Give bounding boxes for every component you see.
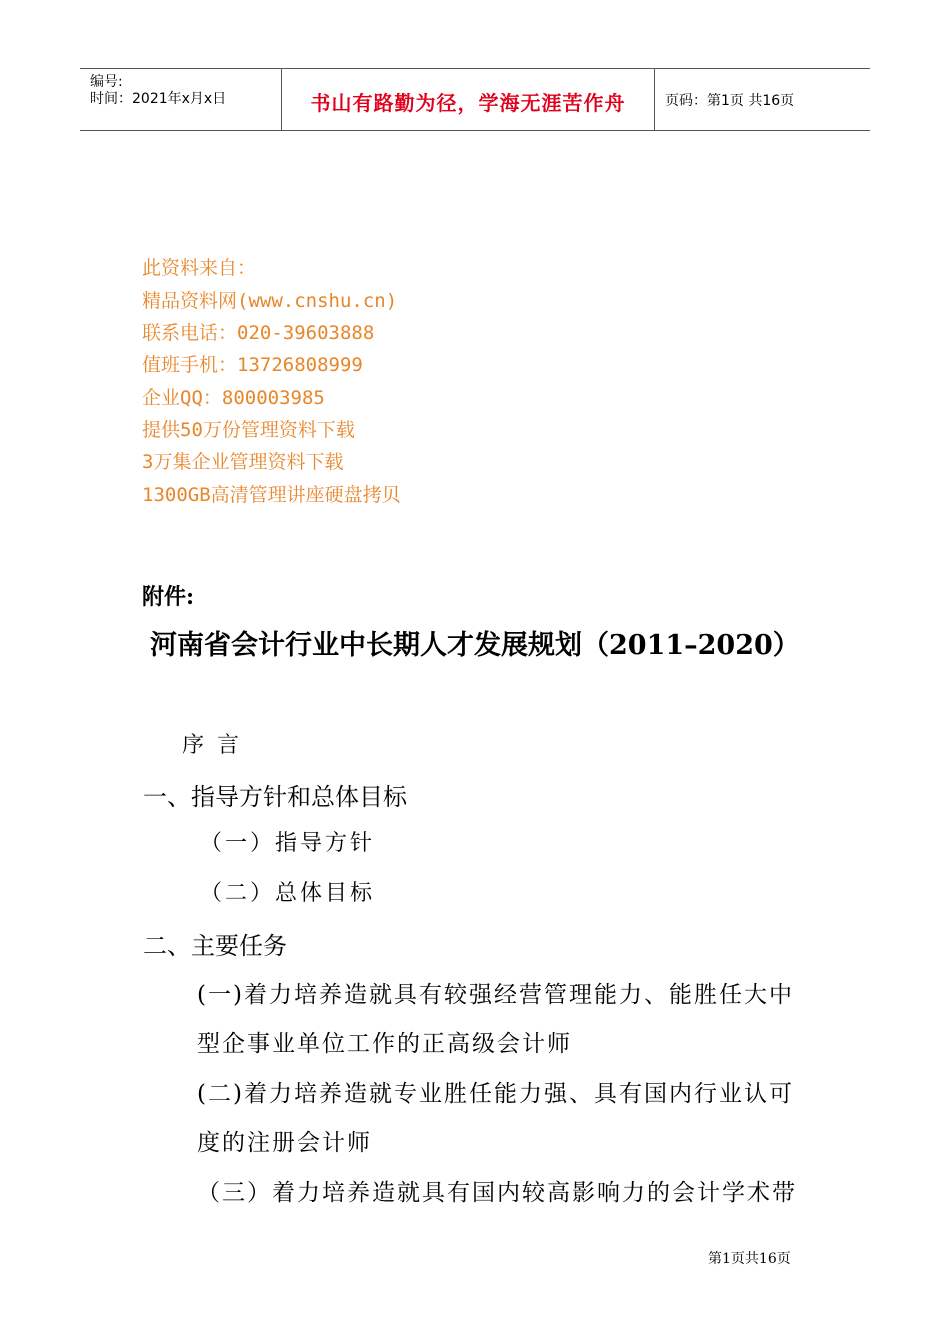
toc-item-continuation: 型企事业单位工作的正高级会计师 bbox=[197, 1031, 572, 1057]
toc-item-continuation: 度的注册会计师 bbox=[197, 1130, 372, 1156]
source-line: 3万集企业管理资料下载 bbox=[142, 451, 344, 473]
toc-item: (一)着力培养造就具有较强经营管理能力、能胜任大中 bbox=[197, 982, 794, 1008]
toc-item: （三）着力培养造就具有国内较高影响力的会计学术带 bbox=[197, 1180, 797, 1206]
motto-text: 书山有路勤为径，学海无涯苦作舟 bbox=[310, 91, 626, 115]
page-header bbox=[80, 68, 870, 131]
time-label: 时间：2021年x月x日 bbox=[90, 91, 227, 107]
header-motto-cell bbox=[282, 69, 655, 130]
source-line: 企业QQ：800003985 bbox=[142, 387, 325, 409]
source-line: 联系电话：020-39603888 bbox=[142, 322, 375, 344]
toc-item: （一）指导方针 bbox=[200, 831, 376, 856]
header-page-info: 页码：第1页 共16页 bbox=[665, 93, 795, 109]
header-meta-cell bbox=[80, 69, 282, 130]
toc-section-2: 二、主要任务 bbox=[143, 932, 287, 960]
source-line: 此资料来自： bbox=[142, 257, 257, 279]
toc-preface: 序 言 bbox=[182, 733, 242, 758]
footer-page-info: 第1页共16页 bbox=[708, 1251, 791, 1267]
toc-item: (二)着力培养造就专业胜任能力强、具有国内行业认可 bbox=[197, 1081, 794, 1107]
number-label: 编号: bbox=[90, 74, 123, 90]
toc-item: （二）总体目标 bbox=[200, 881, 376, 906]
header-page-cell bbox=[655, 69, 870, 130]
document-title: 河南省会计行业中长期人才发展规划（2011–2020） bbox=[150, 630, 800, 661]
source-line: 1300GB高清管理讲座硬盘拷贝 bbox=[142, 484, 401, 506]
source-line: 提供50万份管理资料下载 bbox=[142, 419, 355, 441]
source-line: 值班手机：13726808999 bbox=[142, 354, 363, 376]
attachment-label: 附件: bbox=[142, 584, 195, 610]
source-line: 精品资料网(www.cnshu.cn) bbox=[142, 290, 398, 312]
toc-section-1: 一、指导方针和总体目标 bbox=[143, 783, 407, 811]
